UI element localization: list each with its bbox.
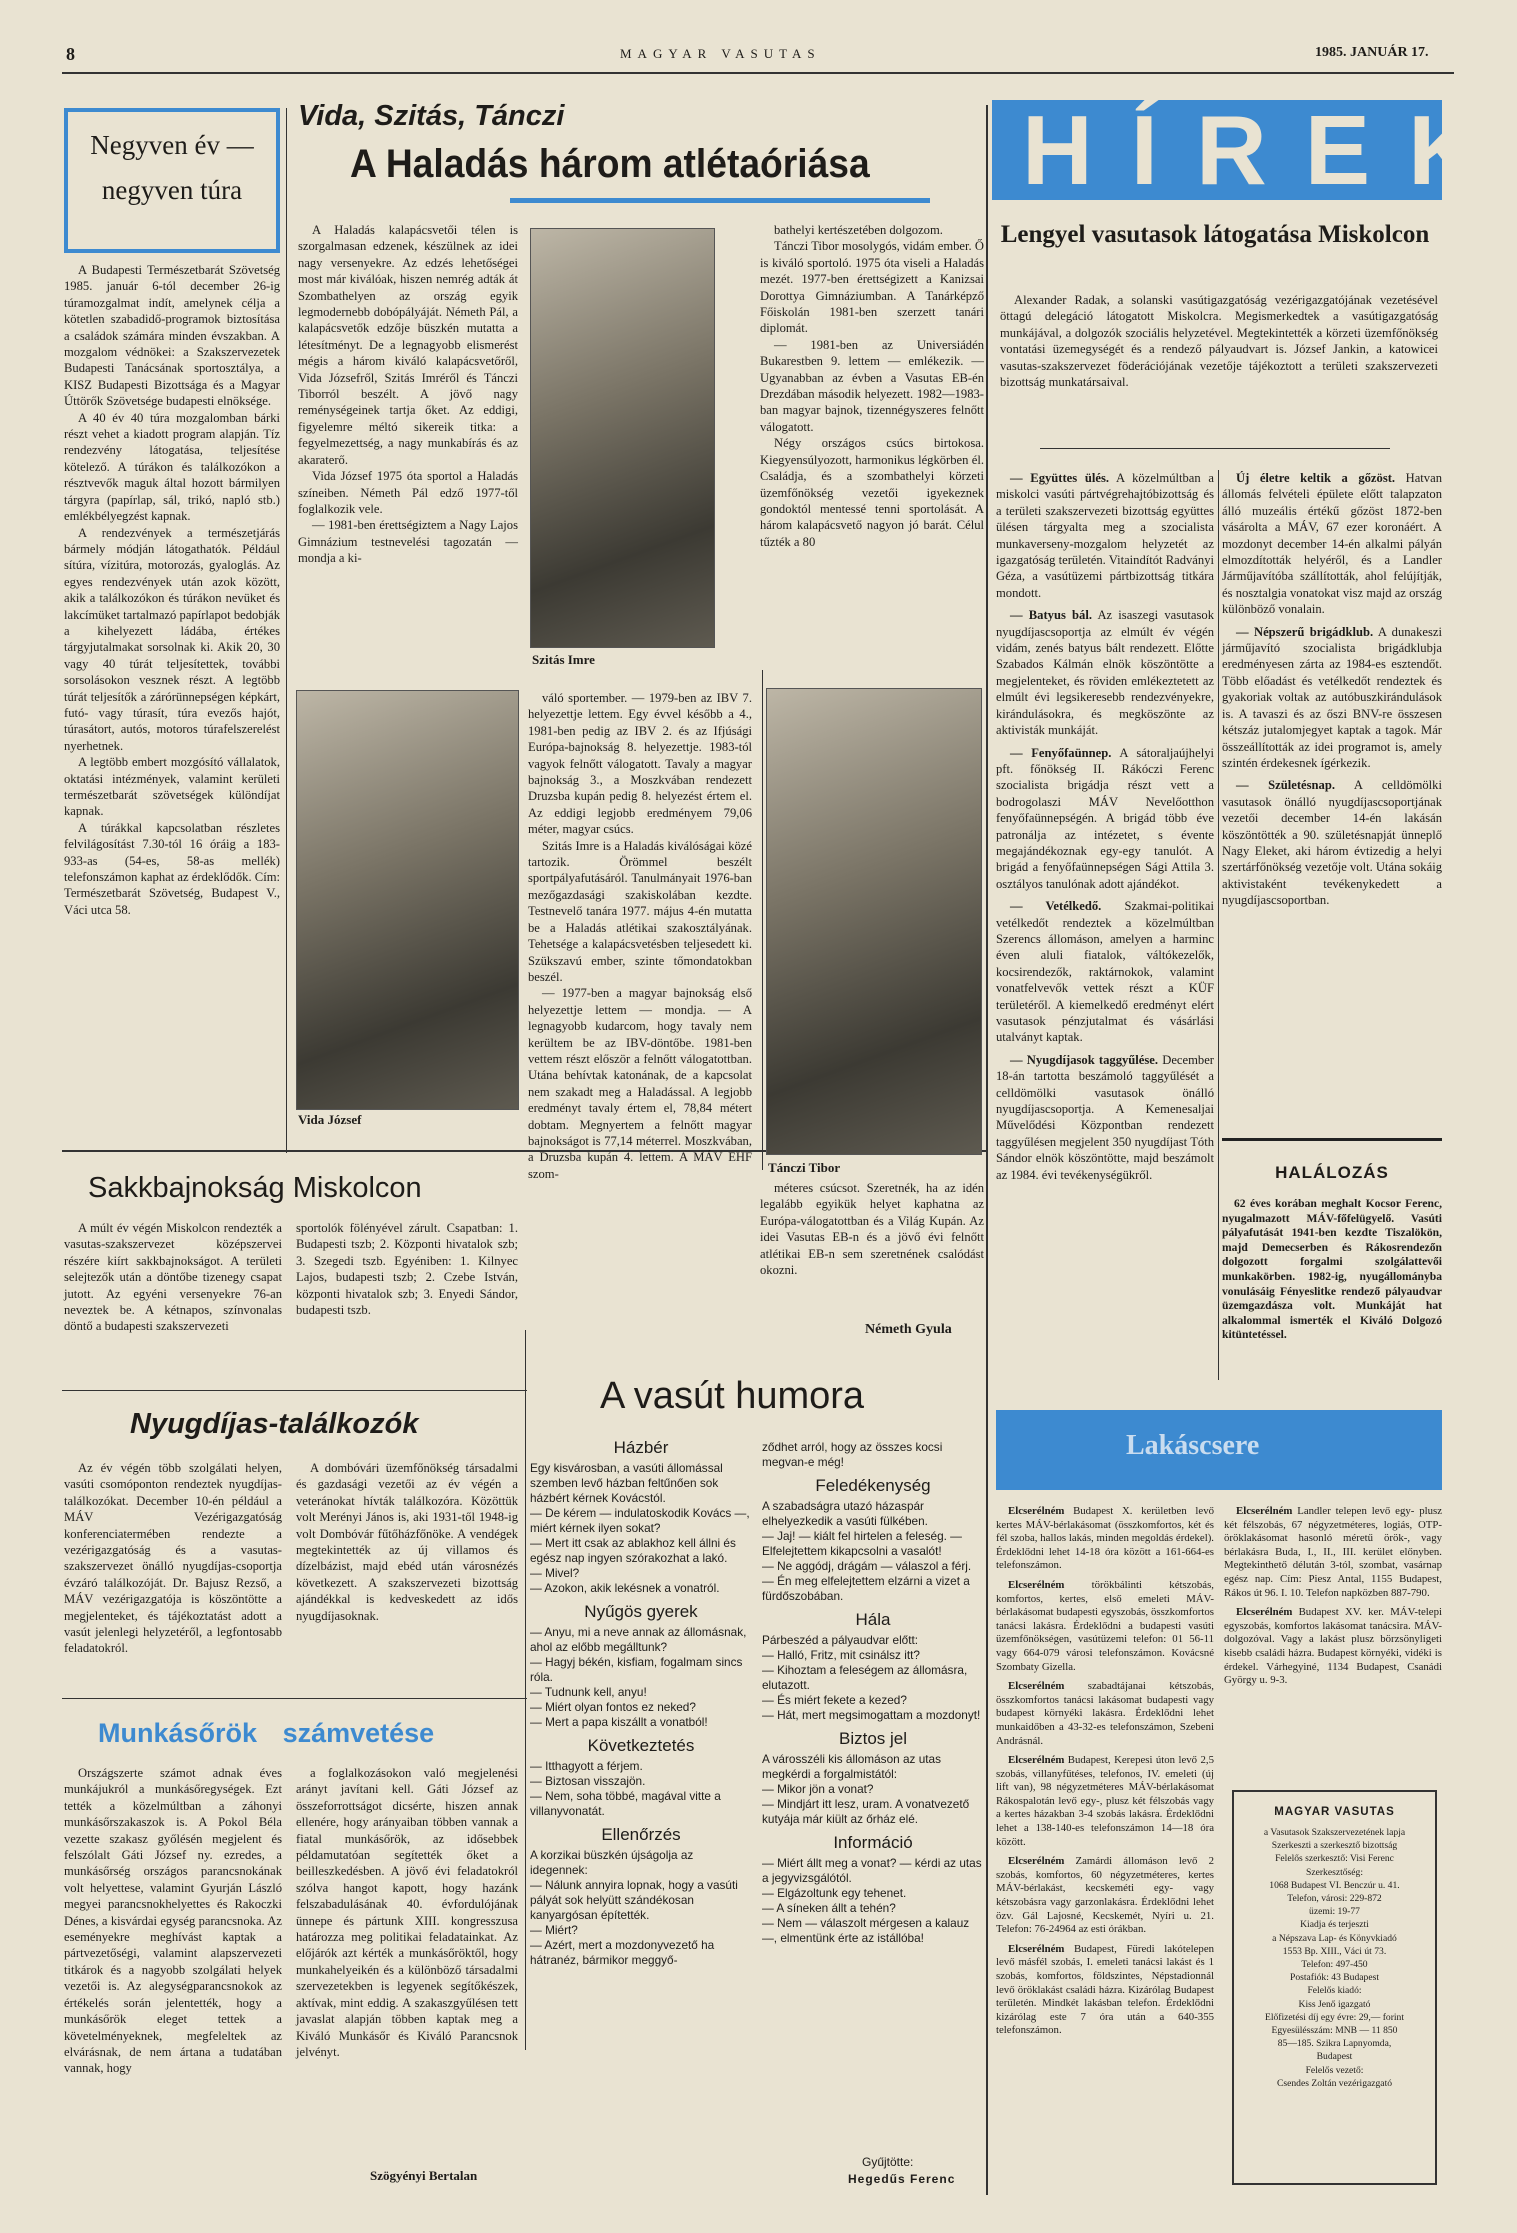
lakas-ad: Elcserélném Budapest, Kerepesi úton levő 2,5 szobás, villanyfűtéses, telefonos, IV. emeleti (új lift van), 98 négyzetméteres MÁV-bérlakásomat Rákospalotán levő egy-, plusz két félszobás vagy a kertes házakban 3-4 szobás lakásra. Érdeklődni lehet a 138-140-es telefonszámon 14—18 óra között.	[996, 1754, 1214, 1848]
photo-szitas	[530, 228, 715, 648]
negyven-title-line2: negyven túra	[101, 175, 243, 205]
munkasor-title	[98, 1718, 434, 1749]
halados-col3a: bathelyi kertészetében dolgozom. Tánczi Tibor mosolygós, vidám ember. Ő is kiváló sportoló. 1975 óta viseli a Haladás mezét. 1977-ben érettségizett a Kanizsai Dorottya Gimnáziumban. A Tanárképző Főiskolán 1981-ben szerzett tanári diplomát. — 1981-ben az Universiádén Bukarestben 9. lettem — emlékezik. — Ugyanabban az évben a Vasutas EB-én Drezdában második helyezett. 1982—1983-ban magyar bajnok, tizennégyszeres felnőtt válogatott. Négy országos csúcs birtokosa. Kiegyensúlyozott, harmonikus légkörben él. Családja, és a szombathelyi körzeti üzemfőnökség vezetői igyekeznek gondoktól mentessé tenni sportolását. A három kalapácsvető nagyon jó barát. Célul tűzték a 80	[760, 223, 984, 549]
halados-headline-underline	[510, 198, 930, 203]
column-divider	[525, 1330, 526, 2050]
lakas-ad: Elcserélném Zamárdi állomáson levő 2 szobás, komfortos, 60 négyzetméteres, kertes MÁV-bérlakást, kecskeméti egy- vagy kétszobásra vagy garzonlakásra. Érdeklődni lehet özv. Gál Lajosné, Kecskemét, Nyíri u. 21. Telefon: 76-24964 az esti órákban.	[996, 1855, 1214, 1936]
negyven-title-line1: Negyven év —	[90, 130, 254, 160]
humor-item: Hála Párbeszéd a pályaudvar előtt: — Halló, Fritz, mit csinálsz itt? — Kihoztam a feleségem az állomásra, elutazott. — És miért fekete a kezed? — Hát, mert megsimogattam a mozdonyt!	[762, 1610, 981, 1722]
column-divider	[762, 670, 763, 1170]
hirek-banner-text: HÍREK	[1022, 95, 1517, 205]
sakk-col1: A múlt év végén Miskolcon rendezték a vasutas-szakszervezet középszervei részére kiírt sakkbajnokságot. A területi selejtezők után a döntőbe tizenegy csapat jutott. Az egyéni versenyekre 76-an neveztek be. A kétnapos, színvonalas döntő a budapesti szakszervezeti	[64, 1221, 282, 1334]
halalozas-text: 62 éves korában meghalt Kocsor Ferenc, nyugalmazott MÁV-főfelügyelő. Vasúti pályafutását 1941-ben kezdte Tiszalökön, majd Demecserben és Rákosrendezőn dolgozott forgalmi szolgálattevői munkakörben. 1982-ig, nyugállományba vonulásáig Fényeslitke rendező pályaudvar üzemgazdásza volt. Munkáját hat alkalommal ismerték el Kiváló Dolgozó kitüntetéssel.	[1222, 1197, 1442, 1342]
lakas-ad: Elcserélném Budapest, Füredi lakótelepen levő másfél szobás, I. emeleti tanácsi lakást és 1 szobás, komfortos, földszintes, Népstadionnál levő öröklakást családi házra. Kizárólag Budapest területén. Mindkét lakásban telefon. Érdeklődni kizárólag este 7 óra után a 640-355 telefonszámon.	[996, 1942, 1215, 2037]
issue-date: 1985. JANUÁR 17.	[1315, 45, 1429, 60]
lakascsere-col1	[996, 1505, 1214, 2195]
lakascsere-col2	[1224, 1505, 1442, 1765]
humor-item: Információ — Miért állt meg a vonat? — kérdi az utas a jegyvizsgálótól. — Elgázoltunk egy tehenet. — A síneken állt a tehén? — Nem — válaszolt mérgesen a kalauz —, elmentünk érte az istállóba!	[762, 1833, 982, 1945]
lakascsere-banner	[996, 1410, 1442, 1490]
munkasor-title-b: számvetése	[282, 1718, 435, 1748]
news-item: — Fenyőfaünnep. A sátoraljaújhelyi pft. főnökség II. Rákóczi Ferenc szocialista brigádja részt vett a bodrogolaszi MÁV Nevelőotthon fenyőfaünnepségén. A brigád több éve patronálja az intézetet, s évente megajándékoznak egy-egy tanulót. A brigád a fenyőfaünnepségen Sági Attila 3. osztályos tanulónak adott ajándékot.	[996, 745, 1214, 891]
caption-szitas: Szitás Imre	[532, 652, 595, 667]
lengyel-body: Alexander Radak, a solanski vasútigazgatóság vezérigazgatójának vezetésével öttagú delegáció látogatott Miskolcra. Megismerkedtek a vasútigazgatóság munkájával, a dolgozók szociális helyzetével. Megtekintették a körzeti üzemfőnökség vontatási üzemegységét és a rendező pályaudvart is. József Jankin, a katowicei vasutas-szakszervezet föderációjának vezetője tájékoztott a területi szakszervezeti bizottság munkatársaival.	[1000, 293, 1438, 390]
caption-tanczi: Tánczi Tibor	[768, 1160, 841, 1175]
lengyel-title: Lengyel vasutasok látogatása Miskolcon	[1000, 221, 1430, 248]
negyven-title-box	[64, 108, 280, 253]
humor-col1	[530, 1440, 752, 2190]
lakas-ad: Elcserélném Budapest X. kerületben levő kertes MÁV-bérlakásomat (összkomfortos, két és fél szoba, hallos lakás, minden megoldás érdekel). Érdeklődni lehet 14-18 óra között a 161-664-es telefonszámon.	[996, 1505, 1214, 1572]
munkasor-title-a: Munkásőrök	[98, 1718, 258, 1748]
hirek-col2	[1222, 470, 1442, 1130]
page-header	[0, 40, 1500, 70]
photo-vida	[296, 690, 519, 1110]
humor-item: ződhet arról, hogy az összes kocsi megvan-e még!	[762, 1440, 946, 1469]
hirek-banner	[992, 95, 1517, 205]
humor-title: A vasút humora	[600, 1375, 865, 1417]
news-item: — Nyugdíjasok taggyűlése. December 18-án tartotta beszámoló taggyűlését a celldömölki vasutasok önálló nyugdíjascsoportja. A Kemenesaljai Művelődési Központban rendezett taggyűlésen megjelent 350 nyugdíjast Tóth Sándor elnök köszöntötte, majd beszámolt az 1984. évi tevékenységükről.	[996, 1052, 1214, 1182]
news-item: — Batyus bál. Az isaszegi vasutasok nyugdíjascsoportja az elmúlt év végén vidám, zenés batyus bált rendezett. Előtte Szabados Kálmán elnök köszöntötte a megjelenteket, és röviden emlékeztetett az elmúlt évi legsikeresebb rendezvényekre, kirándulásokra, és megköszönte az aktivisták munkáját.	[996, 608, 1214, 738]
photo-tanczi	[766, 688, 982, 1155]
page-number: 8	[66, 44, 75, 64]
imprint-title: MAGYAR VASUTAS	[1274, 1806, 1395, 1818]
section-rule	[62, 1698, 527, 1699]
humor-item: Feledékenység A szabadságra utazó házaspár elhelyezkedik a vasúti fülkében. — Jaj! — kiált fel hirtelen a feleség. — Elfelejtettem kikapcsolni a vasalót! — Ne aggódj, drágám — válaszol a férj. — Én meg elfelejtettem elzárni a vizet a fürdőszobában.	[762, 1476, 972, 1603]
imprint-text: a Vasutasok Szakszervezetének lapja Szerkeszti a szerkesztő bizottság Felelős szerkesztő: Visi Ferenc Szerkesztőség: 1068 Budapest VI. Benczúr u. 41. Telefon, városi: 229-872 üzemi: 19-77 Kiadja és terjeszti a Népszava Lap- és Könyvkiadó 1553 Bp. XIII., Váci út 73. Telefon: 497-450 Postafiók: 43 Budapest Felelős kiadó: Kiss Jenő igazgató Előfizetési díj egy évre: 29,— forint Egyesülésszám: MNB — 11 850 85—185. Szikra Lapnyomda, Budapest Felelős vezető: Csendes Zoltán vezérigazgató	[1263, 1827, 1406, 2089]
lakascsere-title: Lakáscsere	[1126, 1430, 1260, 1461]
imprint-box	[1232, 1790, 1437, 2185]
nyugdijas-col2: A dombóvári üzemfőnökség társadalmi és gazdasági vezetői az év végén a veteránokat hívták találkozóra. Közöttük volt Merényi János is, aki 1931-től 1948-ig volt Dombóvár fűtőházfőnöke. A vendégek megtekintették az új villamos és dízelbázist, majd ebéd után városnézés következett. A szakszervezeti bizottság ajándékkal is kedveskedett az idős nyugdíjasoknak.	[296, 1461, 518, 1623]
column-divider	[986, 105, 988, 2195]
lakas-ad: Elcserélném törökbálinti kétszobás, komfortos, kertes, első emeleti MÁV-bérlakásomat budapesti egyszobás, összkomfortos tanácsi lakásra. Érdeklődni a budapesti vasúti üzemfőnökségen, vasútüzemi telefon: 01 56-11 vagy 664-079 városi telefonszámon. Kovácsné Szombaty Gizella.	[996, 1578, 1214, 1673]
header-rule	[62, 72, 1454, 74]
lengyel-rule	[1040, 448, 1390, 449]
humor-byline: Hegedűs Ferenc	[848, 2172, 956, 2186]
lakas-ad: Elcserélném szabadtájanai kétszobás, összkomfortos tanácsi lakásomat budapesti vagy budapest környéki lakásra. Érdeklődni lehet munkaidőben a 43-32-es telefonszámon, Szebeni Andrásnál.	[996, 1680, 1214, 1747]
news-item: — Születésnap. A celldömölki vasutasok önálló nyugdíjascsoportjának vezetői december 14-én lakásán köszöntötték a 90. születésnapját ünneplő Nagy Eleket, aki három évtizedig a helyi szertárfőnökség vezetője volt. Utána sokáig aktivistaként tevékenykedett a nyugdíjascsoportban.	[1222, 778, 1442, 908]
humor-item: Nyűgös gyerek — Anyu, mi a neve annak az állomásnak, ahol az előbb megálltunk? — Hagyj békén, kisfiam, fogalmam sincs róla. — Tudnunk kell, anyu! — Miért olyan fontos ez neked? — Mert a papa kiszállt a vonatból!	[530, 1602, 747, 1729]
halados-col2a: váló sportember. — 1979-ben az IBV 7. helyezettje lettem. Egy évvel később a 4., 1981-ben pedig az IBV 2. és az Ifjúsági Európa-bajnokság 8. helyezettje. 1983-tól vagyok felnőtt válogatott. Tavaly a magyar bajnokság 3., a Moszkvában rendezett Druzsba kupán pedig 8. helyezést értem el. Az eddigi legjobb eredményem 79,06 méter, magyar csúcs. Szitás Imre is a Haladás kiválóságai közé tartozik. Örömmel beszélt sportpályafutásáról. Tanulmányait 1976-ban mezőgazdasági szakiskolában kezdte. Testnevelő tanára 1977. május 4-én mutatta be a Haladás atlétikai szakosztályának. Tehetsége a kalapácsvetésben teljesedett ki. Szükszavú ember, szinte tőmondatokban beszél. — 1977-ben a magyar bajnokság első helyezettje lettem — mondja. — A legnagyobb kudarcom, hogy tavaly nem kerültem be az IBV-döntőbe. 1981-ben vettem részt először a felnőtt válogatottban. Utána behívtak katonának, de a kapcsolat nem szakadt meg a Haladással. A legjobb eredményt tavaly értem el, 78,84 métert dobtam. Megnyertem a felnőtt magyar bajnokságot is 77,14 méterrel. Moszkvában, a Druzsba kupán 4. lettem. A MÁV EHF szom-	[528, 691, 752, 1181]
masthead: MAGYAR VASUTAS	[620, 46, 821, 61]
halalozas-title: HALÁLOZÁS	[1275, 1163, 1389, 1182]
halados-byline: Németh Gyula	[865, 1322, 952, 1337]
munkasor-byline: Szögyényi Bertalan	[370, 2168, 478, 2183]
humor-item: Biztos jel A városszéli kis állomáson az utas megkérdi a forgalmistától: — Mikor jön a vonat? — Mindjárt itt lesz, uram. A vonatvezető kutyája már kiült az őrház elé.	[762, 1729, 970, 1826]
humor-col2	[762, 1440, 984, 2150]
humor-item: Ellenőrzés A korzikai büszkén újságolja az idegennek: — Nálunk annyira lopnak, hogy a vasúti pályát sok helyütt szándékosan kanyargósan építették. — Miért? — Azért, mert a mozdonyvezető ha hátranéz, bármikor meggyő-	[530, 1825, 738, 1967]
halados-headline: A Haladás három atlétaóriása	[350, 142, 870, 186]
news-item: — Népszerű brigádklub. A dunakeszi járműjavító szocialista brigádklubja eredményesen zárta az 1984-es esztendőt. Több előadást és vetélkedőt rendeztek és gyakoriak voltak az autóbuszkirándulások is. A tavaszi és az őszi BNV-re összesen kétszáz jutalomjegyet kaptak a tagok. Már összeállították az idei programot is, amely szintén érdekesnek ígérkezik.	[1222, 624, 1443, 770]
halados-kicker: Vida, Szitás, Tánczi	[298, 100, 565, 132]
halados-col1: A Haladás kalapácsvetői télen is szorgalmasan edzenek, készülnek az idei nagy versenyekre. Az edzés lehetőségei most már kiválóak, hiszen nemrég adták át Szombathelyen az ország egyik legmodernebb dobópályáját. Németh Pál, a kalapácsvetők edzője büszkén mutatta a létesítményt. De a legnagyobb elismerést mégis a három kiváló kalapácsvetőről, Vida Józsefről, Szitás Imréről és Tánczi Tiborról beszélt. A jövő nagy reménységeinek tartja őket. Az eddigi, figyelemre méltó sikereik titka: a fegyelmezettség, a nagy munkabírás és az akaraterő. Vida József 1975 óta sportol a Haladás színeiben. Németh Pál edző 1977-től foglalkozik vele. — 1981-ben érettségiztem a Nagy Lajos Gimnázium testnevelési tagozatán — mondja a ki-	[298, 223, 518, 566]
munkasor-col2: a foglalkozásokon való megjelenési arányt javítani kell. Gáti József az összeforrottságot dicsérte, hiszen annak ellenére, hogy arányaiban többen vannak a fiatal munkásőrök, az idősebbek példamutatóan segítették őket a beilleszkedésben. A jövő évi feladatokról szólva hangot kapott, hogy hazánk felszabadulásának 40. évfordulójának ünnepe és pártunk XIII. kongresszusa határozza meg politikai feladatainkat. Az előjárók azt kérték a munkásőröktől, hogy munkahelyeikén és a különböző társadalmi szervezetekben is legyenek segítőkészek, aktívak, mint eddig. A szakaszgyűlésen tett javaslat alapján többen kaptak meg a Kiváló Munkásőr és Kiváló Parancsnok jelvényt.	[296, 1766, 518, 2059]
munkasor-col1: Országszerte számot adnak éves munkájukról a munkásőregységek. Ezt tették a közelmúltban a záhonyi munkásőrszakaszok is. A Pokol Béla vezette szakasz győlésén megjelent és felszólalt Gáti József ny. ezredes, a munkásőrség országos parancsnokának volt helyettese, valamint Gyurján László megyei parancsnokhelyettes és Rakoczki Dénes, a kisvárdai egység parancsnoka. Az eseményekre meghívást kaptak a pártvezetőségi, valamint alapszervezeti titkárok és a nagyobb szolgálati helyek vezetői is. Az alegységparancsnokok az értékelés során jelentették, hogy a munkásőrök eleget tettek a követelményeknek, megfeleltek az elvárásnak, de nem ártana a tudatában vannak, hogy	[64, 1766, 282, 2076]
caption-vida: Vida József	[298, 1112, 362, 1127]
news-item: — Együttes ülés. A közelmúltban a miskolci vasúti pártvégrehajtóbizottság és a területi szakszervezeti bizottság együttes ülésen tárgyalta meg a szocialista munkaverseny-mozgalom helyzetét az igazgatóság területén. Vitaindítót Radványi Géza, a vasútüzemi pártbizottság titkára mondott.	[996, 471, 1214, 600]
news-item: Új életre keltik a gőzöst. Hatvan állomás felvételi épülete előtt talapzaton álló muzeális értékű gőzöst 1872-ben vásárolta a MÁV, 67 ezer koronáért. A mozdonyt december 14-én alkalmi pályán elmozdították helyéről, és a Landler Járműjavítóba szállították, ahol felújítják, és nosztalgia vonatokat visz majd az ország különböző vonalain.	[1222, 471, 1442, 617]
halalozas-box	[1222, 1138, 1442, 1390]
lakas-ad: Elcserélném Landler telepen levő egy- plusz két félszobás, 67 négyzetméteres, logiás, OTP-öröklakásomat hasonló méretű örök-, vagy bérlakásra Buda, I., II., III. kerület előnyben. Megtekinthető délután 3-tól, szombat, vasárnap egész nap. Cím: Piesz Antal, 1155 Budapest, Rákos út 96. I. 10. Telefon napközben 887-790.	[1224, 1505, 1443, 1599]
column-divider	[1218, 470, 1219, 1380]
humor-item: Következtetés — Itthagyott a férjem. — Biztosan visszajön. — Nem, soha többé, magával vitte a villanyvonatát.	[530, 1736, 721, 1818]
negyven-body: A Budapesti Természetbarát Szövetség 1985. január 6-tól december 26-ig túramozgalmat indít, amelynek célja a kötetlen szabadidő-programok biztosítása a családok számára minden évszakban. A mozgalom védnökei: a Szakszervezetek Budapesti Tanácsának sportosztálya, a KISZ Budapesti Bizottsága és a Magyar Úttörők Szövetsége budapesti elnöksége. A 40 év 40 túra mozgalomban bárki részt vehet a kiadott program alapján. Tíz rendezvény látogatása, teljesítése kötelező. A túrákon és találkozókon a résztvevők maguk által hozott bármilyen tárgyra (papírlap, sál, trikó, napló stb.) emlékbélyegzést kapnak. A rendezvények a természetjárás bármely módján látogathatók. Például sítúra, vízitúra, motorozás, gyaloglás. Az egyes rendezvények után azok között, akik a találkozókon és túrákon nevüket és lakcímüket tartalmazó papírlapot bedobják a kihelyezett ládába, értékes tárgyjutalmakat sorsolnak ki. Akik 20, 30 vagy 40 túrát teljesítettek, további sorsolásokon vesznek részt. A legtöbb túrát teljesítők a zárórünnepségen képkárt, futó- vagy túrasít, túra evezős hajót, túrasátort, autós, motoros túrafelszerelést nyerhetnek. A legtöbb embert mozgósító vállalatok, oktatási intézmények, valamint kerületi természetbarát szövetségek különdíjat kapnak. A túrákkal kapcsolatban részletes felvilágosítást 7.30-tól 16 óráig a 183-933-as (54-es, 58-as mellék) telefonszámon kaphat az érdeklődők. Cím: Természetbarát Szövetség, Budapest V., Váci utca 58.	[64, 263, 280, 917]
nyugdijas-col1: Az év végén több szolgálati helyen, vasúti csomóponton rendeztek nyugdíjas-találkozókat. December 10-én például a MÁV Vezérigazgatóság konferenciatermében rendezte a vezérigazgatóság és a vasutas-szakszervezet önálló nyugdíjas-csoportja évzáró találkozóját. Dr. Bajusz Rezső, a MÁV vezérigazgatója is köszöntötte a megjelenteket, és tájékoztatást adott a vasút jelenlegi helyzetéről, a legfontosabb feladatokról.	[64, 1461, 282, 1656]
nyugdijas-title: Nyugdíjas-találkozók	[130, 1408, 419, 1440]
humor-item: Házbér Egy kisvárosban, a vasúti állomással szemben levő házban feltűnően sok házbért kérnek Kovácstól. — De kérem — indulatoskodik Kovács —, miért kérnek ilyen sokat? — Mert itt csak az ablakhoz kell állni és egész nap ingyen szórakozhat a lakó. — Mivel? — Azokon, akik lekésnek a vonatról.	[530, 1438, 750, 1595]
sakk-title: Sakkbajnokság Miskolcon	[88, 1172, 422, 1204]
lakas-ad: Elcserélném Budapest XV. ker. MÁV-telepi egyszobás, komfortos lakásomat tanácsira. MÁV-dolgozóval. Vagy a lakást plusz börzsönyligeti kisebb családi házra. Budapest környéki, vidéki is érdekel. Várhegyiné, 1134 Budapest, Csanádi György u. 9-3.	[1224, 1606, 1442, 1687]
halados-col3b: méteres csúcsot. Szeretnék, ha az idén legalább egyikük helyet kaphatna az Európa-válogatottban és a Világ Kupán. Az idei Vasutas EB-n és a jövő évi felnőtt atlétikai EB-n sem szeretnének csalódást okozni.	[760, 1181, 984, 1278]
column-divider	[286, 108, 287, 1153]
humor-gyujtotte: Gyűjtötte:	[862, 2155, 914, 2169]
section-rule	[62, 1390, 527, 1391]
news-item: — Vetélkedő. Szakmai-politikai vetélkedőt rendeztek a közelmúltban Szerencs állomáson, amelyen a harminc éven aluli fiatalok, váltókezelők, kocsirendezők, raktárnokok, valamint vonatfelvevők vettek részt a KÜF területéről. A kiemelkedő eredményt elért vasutasok pénzjutalmat és vásárlási utalványt kaptak.	[996, 899, 1214, 1045]
hirek-col1	[996, 470, 1214, 1390]
sakk-col2: sportolók fölényével zárult. Csapatban: 1. Budapesti tszb; 2. Központi hivatalok szb; 3. Szegedi tszb. Egyéniben: 1. Kilnyec Lajos, budapesti tszb; 2. Czebe István, központi hivatalok szb; 3. Enyedi Sándor, budapesti tszb.	[296, 1221, 518, 1318]
